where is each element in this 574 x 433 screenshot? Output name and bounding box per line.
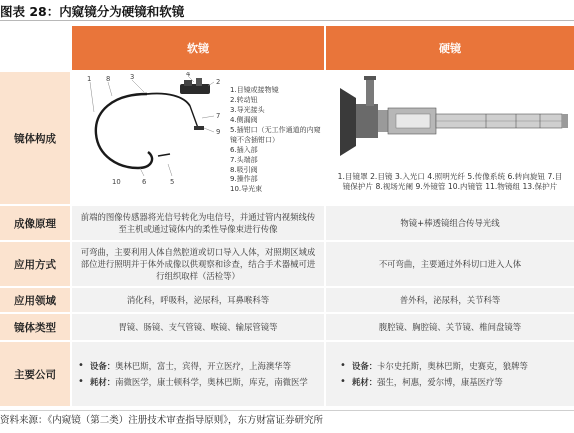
soft-callout: 10 <box>112 178 121 186</box>
row-label-usage: 应用方式 <box>0 242 70 286</box>
rigid-endoscope-diagram <box>326 72 574 172</box>
rigid-endoscope-figure <box>326 72 574 204</box>
rigid-eyepiece <box>340 88 356 156</box>
soft-legend-item: 10.导光束 <box>230 185 263 194</box>
soft-callout: 3 <box>130 73 135 81</box>
source-note: 资料来源：《内窥镜（第二类）注册技术审查指导原则》，东方财富证券研究所 <box>0 415 324 426</box>
soft-legend-item: 9.操作部 <box>230 175 258 184</box>
soft-callout: 8 <box>106 75 111 83</box>
cell-companies-soft <box>72 342 324 406</box>
title-divider <box>0 20 574 21</box>
soft-legend-item: 8.吸引阀 <box>230 165 258 174</box>
row-label-structure: 镜体构成 <box>0 72 70 204</box>
list-item: • 耗材：强生，柯惠，爱尔博，康基医疗等 <box>340 376 528 388</box>
list-item: • 设备：奥林巴斯，富士，宾得，开立医疗，上海澳华等 <box>78 360 308 372</box>
soft-legend-item: 7.头端部 <box>230 155 258 164</box>
soft-legend-item: 6.插入部 <box>230 145 258 154</box>
cell-companies-rigid <box>326 342 574 406</box>
soft-endoscope-figure <box>72 72 324 204</box>
soft-callout: 4 <box>186 72 191 78</box>
soft-callout: 1 <box>87 75 92 83</box>
soft-insertion-tube <box>96 94 152 168</box>
row-label-type: 镜体类型 <box>0 314 70 340</box>
row-label-principle: 成像原理 <box>0 206 70 240</box>
soft-legend-item: 4.侧漏阀 <box>230 115 258 124</box>
row-label-field: 应用领域 <box>0 288 70 312</box>
source-divider <box>0 410 574 411</box>
list-item: • 耗材：南微医学，康士顿科学，奥林巴斯，库克，南微医学 <box>78 376 308 388</box>
row-label-companies: 主要公司 <box>0 342 70 406</box>
soft-legend-item: 3.导光接头 <box>230 105 265 114</box>
soft-callout: 2 <box>216 78 221 86</box>
soft-legend <box>230 86 322 195</box>
soft-callout: 6 <box>142 178 147 186</box>
soft-legend-item: 2.转动钮 <box>230 95 258 104</box>
soft-light-cable <box>147 94 190 107</box>
cell-type-rigid: 腹腔镜、胸腔镜、关节镜、椎间盘镜等 <box>326 314 574 340</box>
cell-field-rigid: 普外科，泌尿科，关节科等 <box>326 288 574 312</box>
soft-callout: 5 <box>170 178 175 186</box>
list-item: • 设备：卡尔史托斯，奥林巴斯，史赛克，狼牌等 <box>340 360 528 372</box>
rigid-caption: 1.目镜罩 2.目镜 3.入光口 4.照明光纤 5.传像系统 6.转向旋钮 7.目镜保护片 8.视场光阑 9.外镜管 10.内镜管 11.物镜组 13.保护片 <box>337 172 563 192</box>
soft-callout: 9 <box>216 128 221 136</box>
figure-title: 图表 28：内窥镜分为硬镜和软镜 <box>0 4 185 19</box>
column-header-soft: 软镜 <box>72 26 324 70</box>
cell-usage-rigid: 不可弯曲，主要通过外科切口进入人体 <box>326 242 574 286</box>
cell-usage-soft: 可弯曲，主要利用人体自然腔道或切口导入人体，对照期区域成部位进行照明并于体外成像以供观察和诊查，结合手术器械可进行组织取样（活检等） <box>72 242 324 286</box>
cell-principle-rigid: 物镜+棒透镜组合传导光线 <box>326 206 574 240</box>
soft-legend-item: 1.目镜或接物镜 <box>230 86 279 94</box>
cell-field-soft: 消化科，呼吸科，泌尿科，耳鼻喉科等 <box>72 288 324 312</box>
rigid-companies-list <box>340 357 528 390</box>
soft-companies-list <box>78 357 308 390</box>
cell-type-soft: 胃镜、肠镜、支气管镜、喉镜、输尿管镜等 <box>72 314 324 340</box>
cell-principle-soft: 前端的图像传感器将光信号转化为电信号，并通过管内视频线传至主机或通过镜体内的柔性导像束进行传像 <box>72 206 324 240</box>
soft-callout: 7 <box>216 112 221 120</box>
column-header-rigid: 硬镜 <box>326 26 574 70</box>
soft-legend-item: 5.插钳口（无工作通道的内窥镜不含插钳口） <box>230 125 321 144</box>
